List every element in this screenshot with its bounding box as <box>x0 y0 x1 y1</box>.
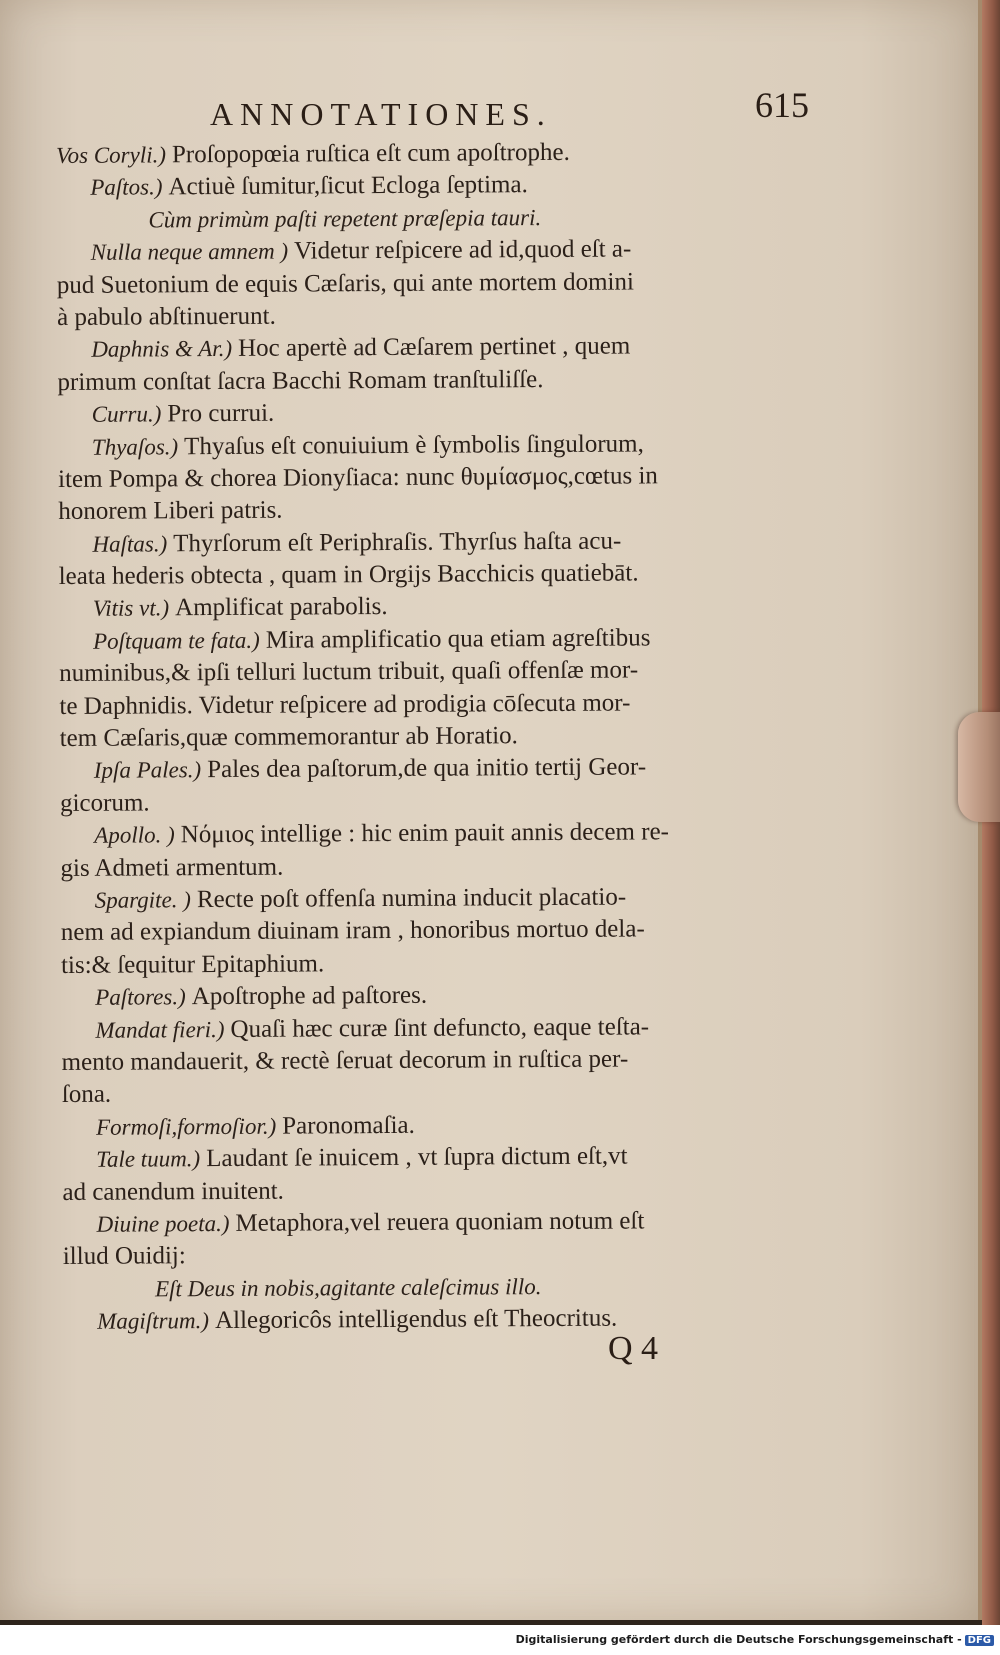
text-line <box>59 589 829 626</box>
annotation: Amplificat parabolis. <box>175 593 388 622</box>
annotation: Metaphora,vel reuera quoniam notum eſt <box>235 1207 645 1237</box>
annotation: tem Cæſaris,quæ commemorantur ab Horatio. <box>59 722 518 753</box>
lemma: Ipſa Pales.) <box>93 757 202 784</box>
lemma: Thyaſos.) <box>91 433 179 460</box>
verse: Cùm primùm paſti repetent præſepia tauri. <box>148 204 542 233</box>
lemma: Haſtas.) <box>92 531 168 557</box>
text-line <box>59 556 829 593</box>
annotation: Pales dea paſtorum,de qua initio tertij Geor- <box>207 753 647 784</box>
annotation: Allegoricôs intelligendus eſt Theocritus. <box>214 1304 618 1335</box>
lemma: Paſtos.) <box>90 174 163 201</box>
text-line <box>61 880 831 917</box>
annotation: Recte poſt offenſa numina inducit placatio- <box>196 883 627 914</box>
annotation: ad canendum inuitent. <box>62 1177 284 1206</box>
text-line <box>62 1107 832 1144</box>
annotation: ſona. <box>61 1081 112 1109</box>
annotation: Videtur reſpicere ad id,quod eſt a- <box>293 235 632 265</box>
text-line <box>58 459 828 496</box>
text-line <box>57 232 827 269</box>
annotation: Thyaſus eſt conuiuium è ſymbolis ſingulorum, <box>184 429 644 460</box>
annotation: à pabulo abſtinuerunt. <box>57 302 276 331</box>
text-line <box>62 1139 832 1176</box>
text-line <box>57 330 827 367</box>
signature-mark: Q 4 <box>608 1330 659 1367</box>
text-line <box>58 427 828 464</box>
annotation: Thyrſorum eſt Periphraſis. Thyrſus haſta acu- <box>173 527 622 557</box>
text-line <box>61 1010 831 1047</box>
text-line <box>56 135 826 172</box>
text-line <box>61 977 831 1014</box>
annotation: item Pompa & chorea Dionyſiaca: nunc θυμίασμος,cœtus in <box>57 462 658 493</box>
annotation: Hoc apertè ad Cæſarem pertinet , quem <box>237 332 631 363</box>
annotation: mento mandauerit, & rectè ſeruat decorum in ruſtica per- <box>61 1045 629 1076</box>
running-head: ANNOTATIONES. <box>210 96 552 132</box>
text-line <box>56 168 826 205</box>
lemma: Curru.) <box>91 401 162 427</box>
text-line <box>61 913 831 950</box>
lemma: Mandat fieri.) <box>95 1016 225 1043</box>
annotation: Mira amplificatio qua etiam agreſtibus <box>265 624 651 654</box>
annotation: Pro currui. <box>167 399 275 428</box>
lemma: Poſtquam te fata.) <box>92 627 260 654</box>
lemma: Formoſi,formoſior.) <box>95 1113 277 1140</box>
annotation: nem ad expiandum diuinam iram , honoribus mortuo dela- <box>60 915 645 947</box>
annotation: Quaſi hæc curæ ſint defuncto, eaque teſta- <box>230 1012 650 1043</box>
annotation: Apoſtrophe ad paſtores. <box>191 981 428 1011</box>
lemma: Tale tuum.) <box>96 1146 201 1172</box>
annotation: Actiuè ſumitur,ſicut Ecloga ſeptima. <box>168 171 528 201</box>
page-number: 615 <box>755 85 809 125</box>
footer-credit <box>516 1633 994 1646</box>
annotation-text <box>56 135 833 1338</box>
annotation: Laudant ſe inuicem , vt ſupra dictum eſt,vt <box>206 1142 628 1173</box>
text-line <box>63 1237 833 1274</box>
lemma: Vitis vt.) <box>92 595 170 622</box>
text-line <box>60 815 830 852</box>
annotation: illud Ouidij: <box>62 1242 186 1271</box>
annotation: honorem Liberi patris. <box>58 496 283 526</box>
text-line <box>63 1204 833 1241</box>
verse-quote <box>56 200 826 237</box>
lemma: Apollo. ) <box>94 822 175 848</box>
text-line <box>62 1042 832 1079</box>
text-line <box>58 492 828 529</box>
lemma: Diuine poeta.) <box>96 1210 230 1237</box>
annotation: Νόμιος intellige : hic enim pauit annis decem re- <box>180 818 670 849</box>
text-line <box>62 1075 832 1112</box>
text-line <box>59 654 829 691</box>
credit-text: Digitalisierung gefördert durch die Deutsche Forschungsgemeinschaft - <box>515 1633 962 1646</box>
text-line <box>60 848 830 885</box>
annotation: gicorum. <box>59 789 150 817</box>
lemma: Spargite. ) <box>94 887 191 913</box>
annotation: te Daphnidis. Videtur reſpicere ad prodigia cōſecuta mor- <box>59 689 631 720</box>
dfg-logo: DFG <box>965 1635 994 1646</box>
annotation: gis Admeti armentum. <box>60 853 284 882</box>
lemma: Vos Coryli.) <box>56 142 167 168</box>
text-line <box>63 1301 833 1338</box>
page-tab-marker <box>958 712 1000 822</box>
text-line <box>62 1172 832 1209</box>
text-line <box>57 265 827 302</box>
lemma: Nulla neque amnem ) <box>90 238 289 265</box>
text-line <box>59 621 829 658</box>
lemma: Daphnis & Ar.) <box>91 336 233 363</box>
text-line <box>60 751 830 788</box>
text-line <box>60 718 830 755</box>
text-line <box>58 394 828 431</box>
annotation: Paronomaſia. <box>282 1111 415 1140</box>
annotation: tis:& ſequitur Epitaphium. <box>60 950 325 979</box>
text-line <box>57 297 827 334</box>
lemma: Paſtores.) <box>95 984 186 1010</box>
annotation: numinibus,& ipſi telluri luctum tribuit, quaſi offenſæ mor- <box>59 656 639 688</box>
annotation: leata hederis obtecta , quam in Orgijs Bacchicis quatiebāt. <box>58 559 639 591</box>
text-line <box>61 945 831 982</box>
text-line <box>58 524 828 561</box>
text-line <box>57 362 827 399</box>
verse-quote <box>63 1269 833 1306</box>
lemma: Magiſtrum.) <box>97 1308 210 1334</box>
text-line <box>60 783 830 820</box>
annotation: pud Suetonium de equis Cæſaris, qui ante mortem domini <box>56 268 634 299</box>
verse: Eſt Deus in nobis,agitante caleſcimus illo. <box>154 1273 542 1302</box>
text-line <box>59 686 829 723</box>
annotation: Proſopopœia ruſtica eſt cum apoſtrophe. <box>171 138 570 169</box>
annotation: primum conſtat ſacra Bacchi Romam tranſtuliſſe. <box>57 365 544 396</box>
